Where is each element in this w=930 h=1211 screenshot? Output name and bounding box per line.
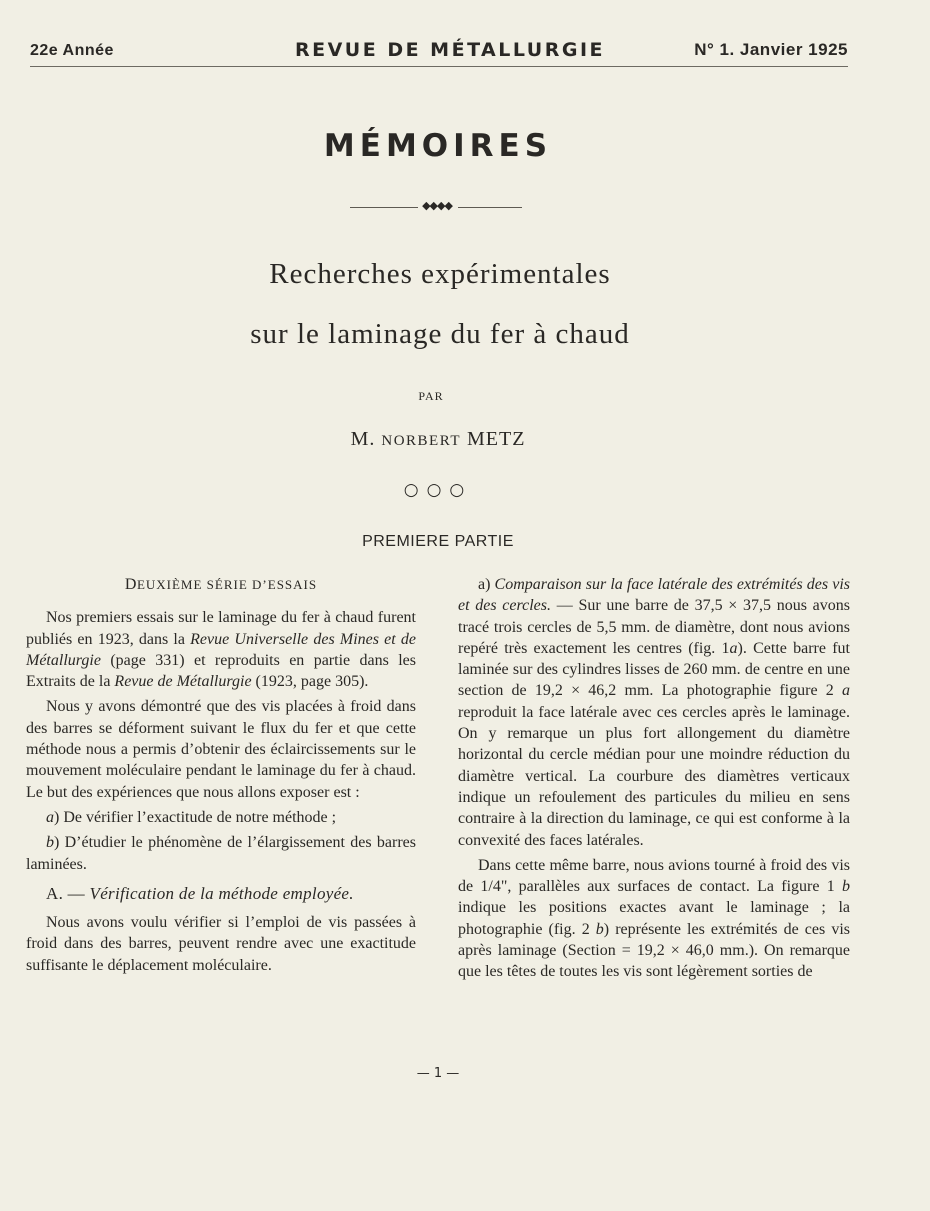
article-title-line-1: Recherches expérimentales [269,258,611,290]
part-heading: PREMIERE PARTIE [362,533,514,550]
paragraph-intro: Nos premiers essais sur le laminage du fer à chaud furent publiés en 1923, dans la Revue Universelle des Mines et de Métallurgie (page 331) et reproduits en partie dans les Extraits de la Revue de Métallurgie (1923, page 305). [26,609,416,691]
header-year: 22e Année [30,42,114,59]
running-header [30,38,848,66]
paragraph-verification: Nous avons voulu vérifier si l’emploi de vis passées à froid dans des barres, peuvent rendre avec une exactitude suffisante le déplacement moléculaire. [26,914,416,974]
section-a-heading: A. — Vérification de la méthode employée. [46,883,354,903]
paragraph-comparison: a) Comparaison sur la face latérale des extrémités des vis et des cercles. — Sur une barre de 37,5 × 37,5 nous avons tracé trois cercles de 5,5 mm. de diamètre, dont nous avions repéré très exactement les centres (fig. 1a). Cette barre fut laminée sur des cylindres lisses de 260 mm. de centre en une section de 19,2 × 46,2 mm. La photographie figure 2 a reproduit la face latérale avec ces cercles après le laminage. On y remarque un plus fort allongement du diamètre horizontal du cercle médian pour une moindre réduction du diamètre vertical. La courbure des diamètres verticaux indique un refoulement des particules du milieu en sens contraire à la direction du laminage, ce qui est conforme à la convexité des faces latérales. [458,576,850,849]
section-title: MÉMOIRES [323,128,553,164]
series-subheading: DEUXIÈME SÉRIE D’ESSAIS [124,576,318,593]
ornament-line-right [458,207,522,208]
paragraph-method: Nous y avons démontré que des vis placées à froid dans des barres se déforment suivant le flux du fer et que cette méthode nous a permis d’obtenir des éclaircissements sur le mouvement moléculaire pendant le laminage du fer à chaud. Le but des expériences que nous allons exposer est : [26,698,416,801]
byline-par: PAR [418,389,444,403]
paragraph-goal-b: b) D’étudier le phénomène de l’élargissement des barres laminées. [26,834,416,873]
page-number: — 1 — [416,1066,460,1081]
right-column [458,574,850,983]
author-first-name: NORBERT [381,433,461,449]
left-column [26,574,416,976]
header-rule [30,66,848,67]
journal-name: REVUE DE MÉTALLURGIE [294,39,606,61]
header-issue: N° 1. Janvier 1925 [694,40,848,59]
author-name [0,428,876,451]
author-prefix: M. [350,428,382,450]
ornament-diamonds: ◆◆◆◆ [422,199,452,212]
author-last-name: METZ [466,428,526,450]
article-title-line-2: sur le laminage du fer à chaud [250,318,630,350]
paragraph-goal-a: a) De vérifier l’exactitude de notre méthode ; [46,808,337,826]
circle-ornament: ○○○ [403,480,473,500]
ornament-divider [350,200,522,214]
ornament-line-left [350,207,418,208]
paragraph-screws: Dans cette même barre, nous avions tourné à froid des vis de 1/4", parallèles aux surfaces de contact. La figure 1 b indique les positions exactes avant le laminage ; la photographie (fig. 2 b) représente les extrémités de ces vis après laminage (Section = 19,2 × 46,0 mm.). On remarque que les têtes de toutes les vis sont légèrement sorties de [458,856,850,981]
